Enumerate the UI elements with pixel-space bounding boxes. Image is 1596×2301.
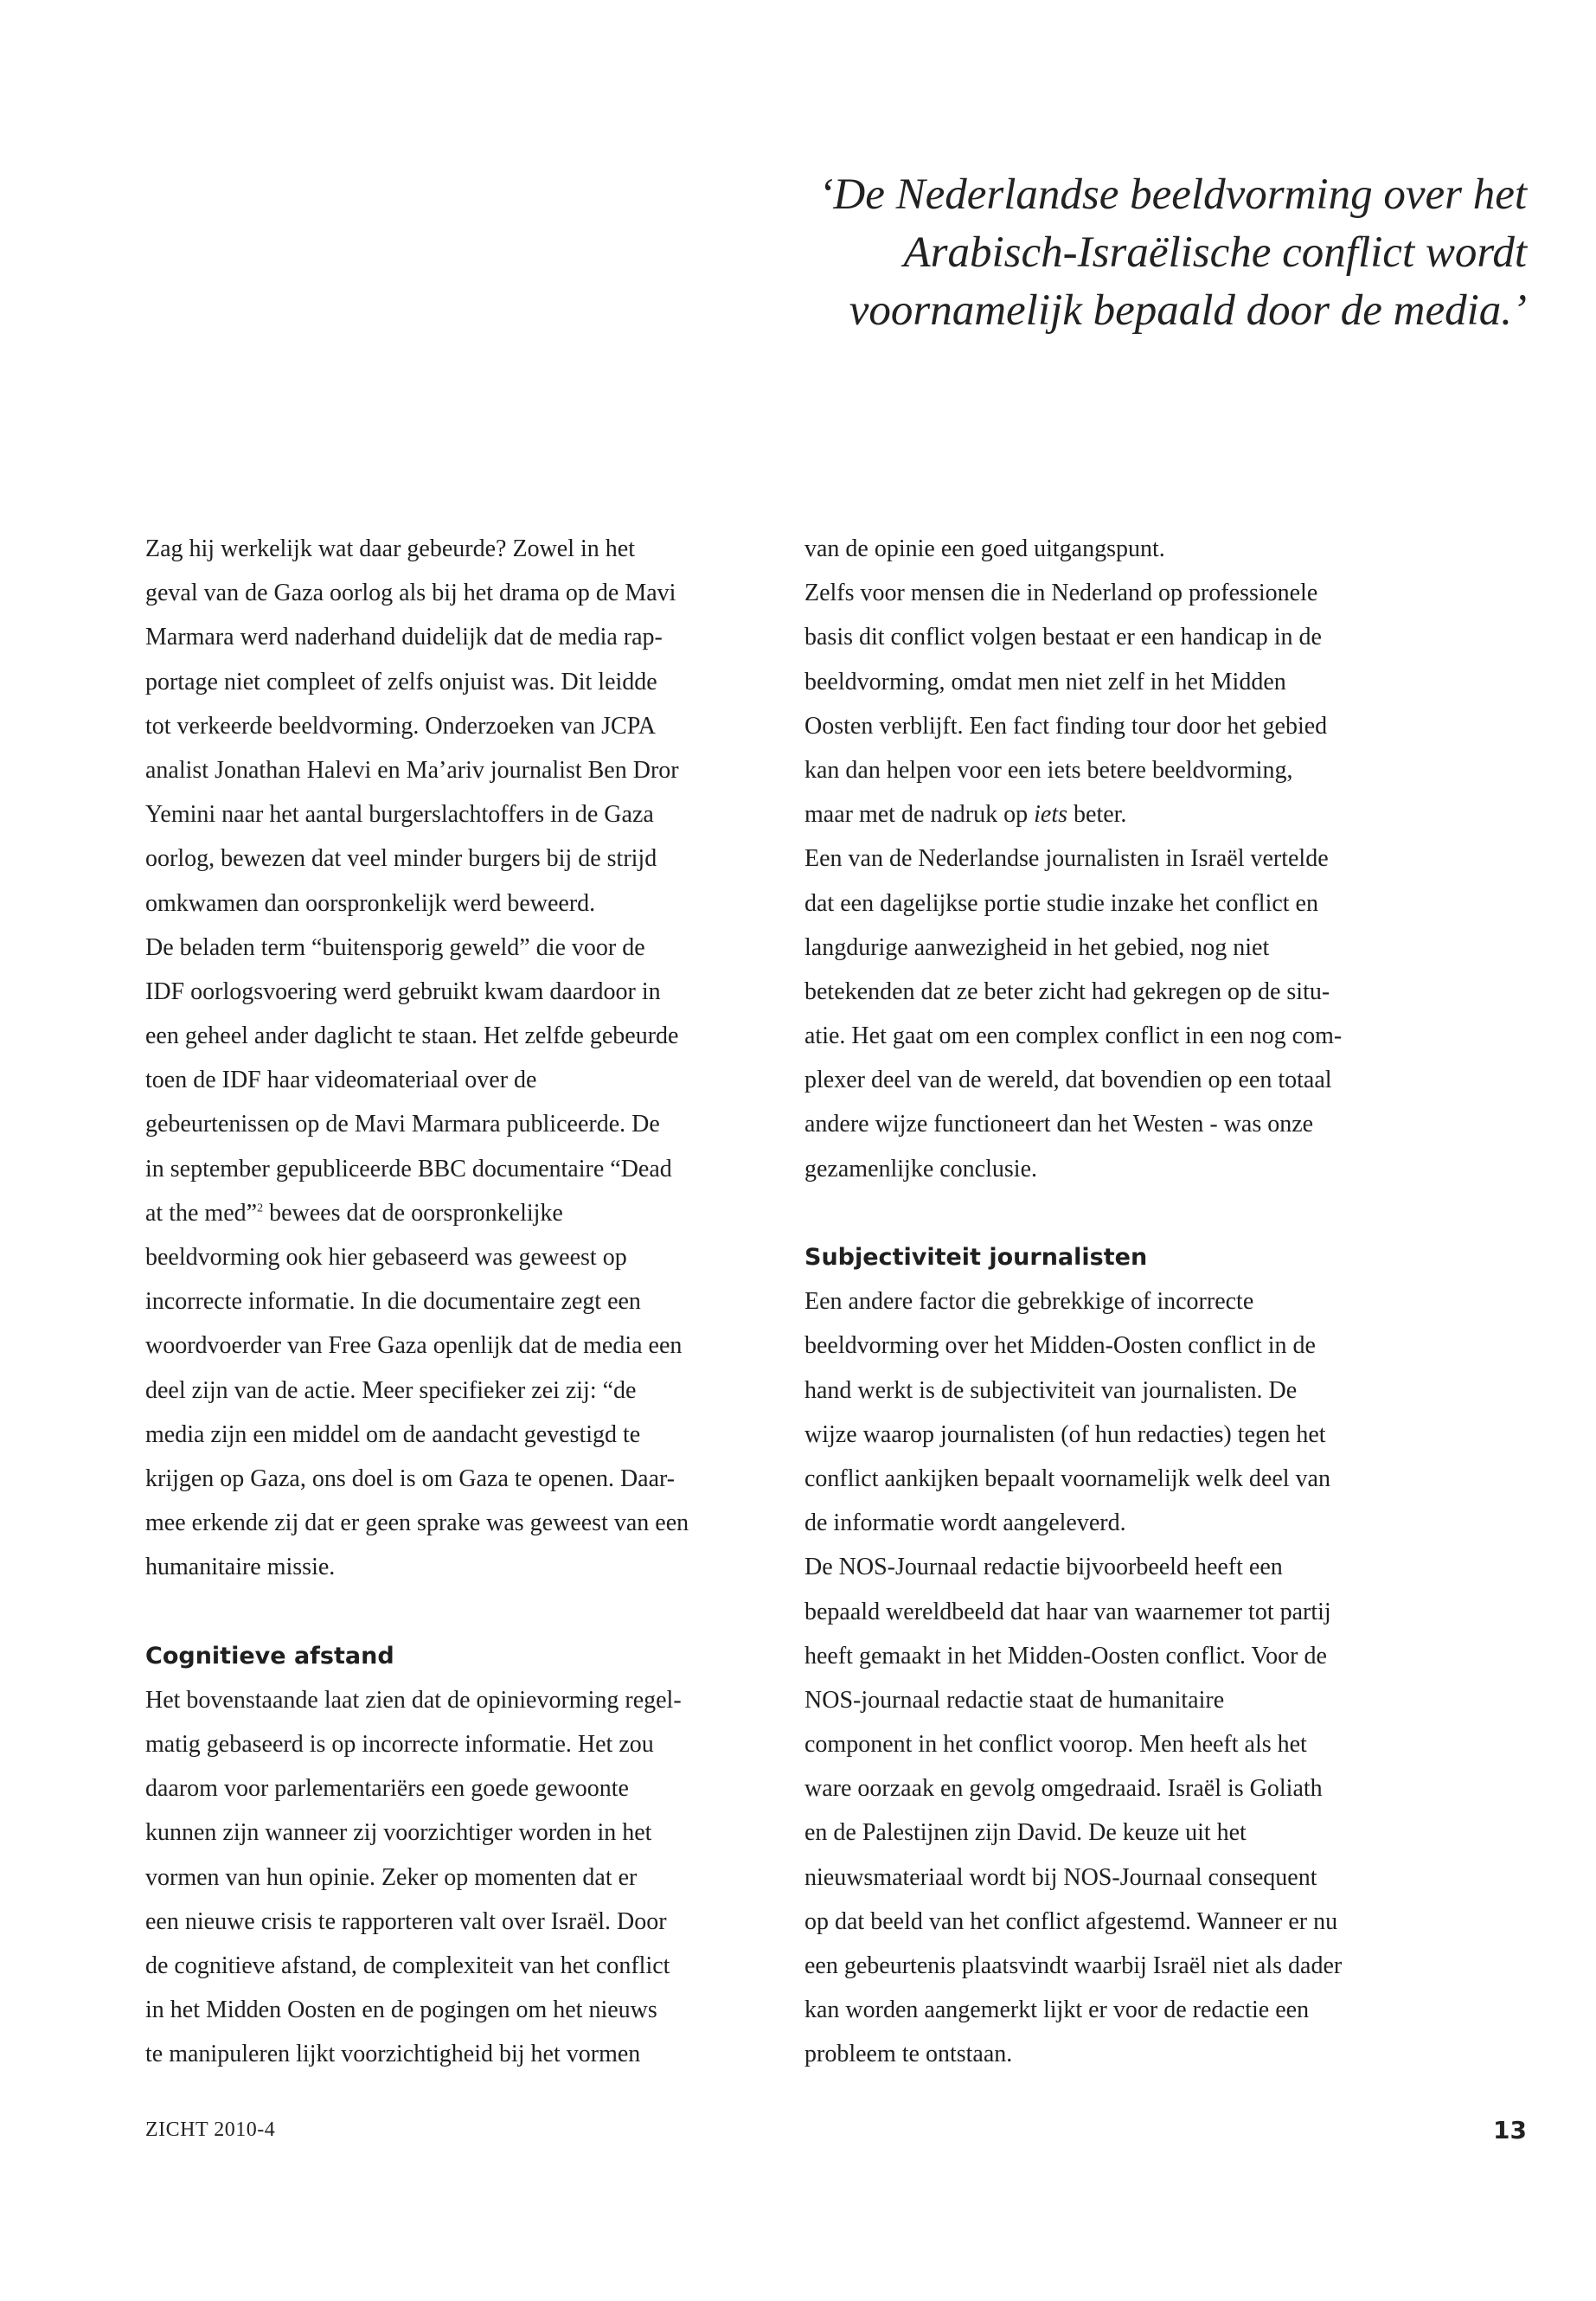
body-text-line: omkwamen dan oorspronkelijk werd beweerd. [145,889,596,917]
body-text-line: kunnen zijn wanneer zij voorzichtiger worden in het [145,1819,652,1847]
body-text-line: en de Palestijnen zijn David. De keuze uit het [804,1819,1247,1847]
body-text-line: ware oorzaak en gevolg omgedraaid. Israël is Goliath [804,1775,1323,1803]
paragraph-spacer [804,1191,1410,1235]
body-text-line: langdurige aanwezigheid in het gebied, nog niet [804,933,1270,961]
body-text-line: media zijn een middel om de aandacht gevestigd te [145,1420,641,1448]
body-text-line: kan dan helpen voor een iets betere beeldvorming, [804,756,1293,784]
body-text-line: in september gepubliceerde BBC documentaire “Dead [145,1155,672,1183]
body-text-line: De beladen term “buitensporig geweld” die voor de [145,933,645,961]
body-text-line: andere wijze functioneert dan het Westen - was onze [804,1111,1314,1138]
body-text-line: portage niet compleet of zelfs onjuist was. Dit leidde [145,668,657,695]
body-text-line: op dat beeld van het conflict afgestemd. Wanneer er nu [804,1907,1338,1935]
body-text-line: component in het conflict voorop. Men heeft als het [804,1731,1307,1759]
body-text-line: incorrecte informatie. In die documentaire zegt een [145,1288,641,1316]
body-text-line: gezamenlijke conclusie. [804,1155,1037,1183]
body-text-line: vormen van hun opinie. Zeker op momenten dat er [145,1863,638,1891]
body-text-line: krijgen op Gaza, ons doel is om Gaza te openen. Daar- [145,1465,676,1492]
body-text-line: woordvoerder van Free Gaza openlijk dat de media een [145,1332,683,1360]
pull-quote-line: voornamelijk bepaald door de media.’ [849,286,1527,335]
body-text-line: NOS-journaal redactie staat de humanitaire [804,1686,1225,1714]
body-text-line: Oosten verblijft. Een fact finding tour door het gebied [804,712,1328,740]
body-text-line: Het bovenstaande laat zien dat de opinievorming regel- [145,1686,682,1714]
publication-label: ZICHT 2010-4 [145,2118,276,2141]
text-segment: bewees dat de oorspronkelijke [263,1199,563,1227]
body-text-line: een geheel ander daglicht te staan. Het zelfde gebeurde [145,1022,679,1050]
body-text-line: IDF oorlogsvoering werd gebruikt kwam daardoor in [145,977,661,1005]
body-text-line: humanitaire missie. [145,1554,336,1581]
left-column [145,527,751,2077]
body-text-line: Yemini naar het aantal burgerslachtoffers in de Gaza [145,801,654,829]
footnote-reference: 2 [257,1202,264,1215]
body-text-line: kan worden aangemerkt lijkt er voor de redactie een [804,1997,1310,2024]
body-text-line: een nieuwe crisis te rapporteren valt over Israël. Door [145,1907,667,1935]
body-text-line: beeldvorming, omdat men niet zelf in het Midden [804,668,1286,695]
body-text-line: de cognitieve afstand, de complexiteit van het conflict [145,1952,670,1979]
pull-quote-line: Arabisch-Israëlische conflict wordt [903,228,1527,277]
body-text-line: mee erkende zij dat er geen sprake was geweest van een [145,1509,689,1537]
body-text-line: deel zijn van de actie. Meer specifieker zei zij: “de [145,1376,637,1404]
text-segment: maar met de nadruk op [804,801,1035,829]
body-text-line [145,1191,751,1235]
body-text-line: geval van de Gaza oorlog als bij het drama op de Mavi [145,580,676,607]
body-text-line: een gebeurtenis plaatsvindt waarbij Israël niet als dader [804,1952,1343,1979]
body-text-line: beeldvorming ook hier gebaseerd was geweest op [145,1244,627,1271]
pull-quote [748,166,1527,340]
body-text-line: oorlog, bewezen dat veel minder burgers bij de strijd [145,845,657,873]
right-column [804,527,1410,2077]
body-text-line: bepaald wereldbeeld dat haar van waarnemer tot partij [804,1598,1331,1625]
body-text-line: heeft gemaakt in het Midden-Oosten conflict. Voor de [804,1642,1327,1670]
body-text-line: probleem te ontstaan. [804,2041,1013,2068]
body-text-line: Zelfs voor mensen die in Nederland op professionele [804,580,1318,607]
body-text-line [804,792,1410,836]
section-heading: Cognitieve afstand [145,1642,394,1670]
body-text-line: Een van de Nederlandse journalisten in Israël vertelde [804,845,1329,873]
body-text-line: betekenden dat ze beter zicht had gekregen op de situ- [804,977,1330,1005]
body-text-line: basis dit conflict volgen bestaat er een handicap in de [804,624,1322,651]
body-text-line: de informatie wordt aangeleverd. [804,1509,1126,1537]
body-text-line: toen de IDF haar videomateriaal over de [145,1067,537,1094]
body-text-line: De NOS-Journaal redactie bijvoorbeeld heeft een [804,1554,1283,1581]
body-text-line: analist Jonathan Halevi en Ma’ariv journalist Ben Dror [145,756,679,784]
body-text-line: Marmara werd naderhand duidelijk dat de media rap- [145,624,663,651]
text-segment: beter. [1067,801,1127,829]
section-heading: Subjectiviteit journalisten [804,1244,1148,1271]
emphasis-text: iets [1034,801,1068,829]
body-text-line: daarom voor parlementariërs een goede gewoonte [145,1775,629,1803]
text-segment: at the med” [145,1199,258,1227]
body-text-line: atie. Het gaat om een complex conflict in een nog com- [804,1022,1343,1050]
body-text-line: Een andere factor die gebrekkige of incorrecte [804,1288,1254,1316]
body-text-line: tot verkeerde beeldvorming. Onderzoeken van JCPA [145,712,656,740]
body-text-line: plexer deel van de wereld, dat bovendien op een totaal [804,1067,1332,1094]
body-text-line: wijze waarop journalisten (of hun redacties) tegen het [804,1420,1326,1448]
paragraph-spacer [145,1590,751,1634]
body-text-line: matig gebaseerd is op incorrecte informatie. Het zou [145,1731,654,1759]
body-text-line: gebeurtenissen op de Mavi Marmara publiceerde. De [145,1111,660,1138]
body-text-line: beeldvorming over het Midden-Oosten conflict in de [804,1332,1316,1360]
body-text-line: Zag hij werkelijk wat daar gebeurde? Zowel in het [145,535,635,562]
body-text-line: nieuwsmateriaal wordt bij NOS-Journaal consequent [804,1863,1317,1891]
body-text-line: van de opinie een goed uitgangspunt. [804,535,1165,562]
page-number: 13 [1493,2116,1527,2144]
body-text-line: hand werkt is de subjectiviteit van journalisten. De [804,1376,1298,1404]
body-text-line: dat een dagelijkse portie studie inzake het conflict en [804,889,1318,917]
body-text-line: conflict aankijken bepaalt voornamelijk welk deel van [804,1465,1330,1492]
pull-quote-line: ‘De Nederlandse beeldvorming over het [818,170,1527,219]
body-text-line: te manipuleren lijkt voorzichtigheid bij het vormen [145,2041,641,2068]
body-text-line: in het Midden Oosten en de pogingen om het nieuws [145,1997,657,2024]
